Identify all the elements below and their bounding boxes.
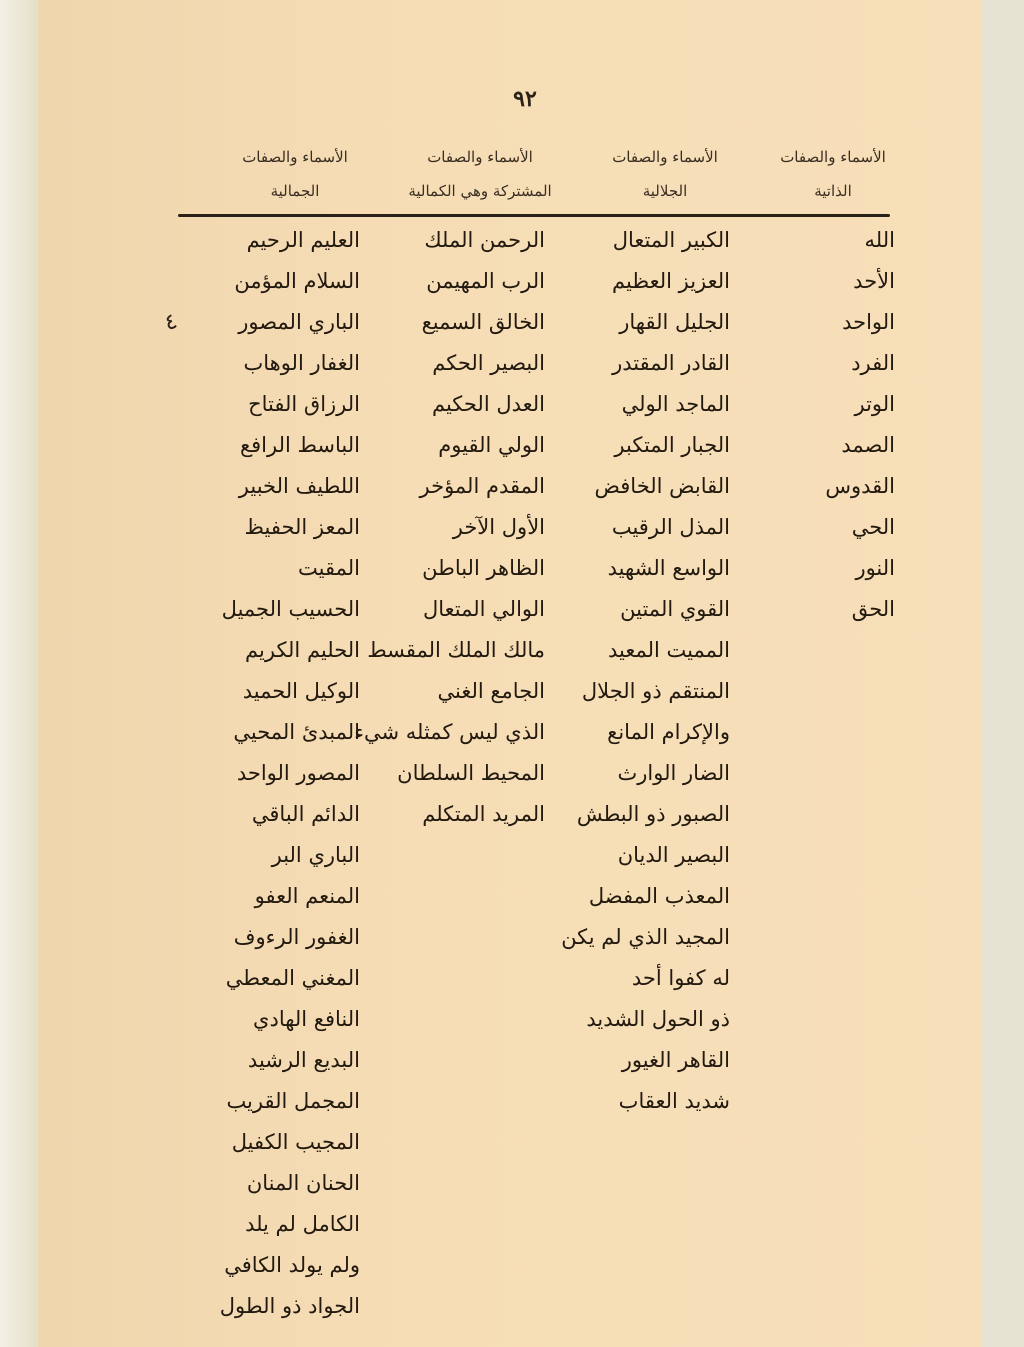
header-jamaliya [215, 140, 375, 208]
name-entry: المقيت [298, 556, 360, 580]
name-entry: القاهر الغيور [621, 1048, 730, 1072]
name-entry: المجيب الكفيل [231, 1130, 360, 1154]
name-entry: القدوس [825, 474, 895, 498]
name-entry: الباري البر [271, 843, 360, 867]
name-entry: العليم الرحيم [246, 228, 360, 252]
name-entry: ذو الحول الشديد [586, 1007, 730, 1031]
header-line2: الجلالية [642, 182, 688, 200]
name-entry: الواسع الشهيد [607, 556, 730, 580]
page-number: ٩٢ [513, 86, 537, 112]
name-entry: المبدئ المحيي [233, 720, 360, 744]
name-entry: المريد المتكلم [422, 802, 545, 826]
name-entry: الذي ليس كمثله شيء [354, 720, 545, 744]
name-entry: الجواد ذو الطول [219, 1294, 360, 1318]
name-entry: الدائم الباقي [251, 802, 360, 826]
name-entry: المصور الواحد [236, 761, 360, 785]
name-entry: المعذب المفضل [588, 884, 730, 908]
header-line1: الأسماء والصفات [612, 148, 718, 166]
name-entry: الحسيب الجميل [221, 597, 360, 621]
column-jamaliya [195, 220, 360, 1327]
header-line1: الأسماء والصفات [780, 148, 886, 166]
margin-mark: ٤ [161, 308, 181, 337]
name-entry: الرزاق الفتاح [248, 392, 360, 416]
name-entry: له كفوا أحد [631, 966, 730, 990]
name-entry: الحليم الكريم [245, 638, 360, 662]
name-entry: الأول الآخر [452, 515, 545, 539]
header-line2: الجمالية [270, 182, 320, 200]
name-entry: الرحمن الملك [424, 228, 545, 252]
column-dhatiya [790, 220, 895, 630]
name-entry: القادر المقتدر [612, 351, 730, 375]
header-line2: الذاتية [814, 182, 852, 200]
header-jalaliya [585, 140, 745, 208]
name-entry: الكامل لم يلد [245, 1212, 360, 1236]
header-line1: الأسماء والصفات [242, 148, 348, 166]
header-line1: الأسماء والصفات [427, 148, 533, 166]
name-entry: الوكيل الحميد [242, 679, 360, 703]
name-entry: المذل الرقيب [611, 515, 730, 539]
name-entry: الكبير المتعال [612, 228, 730, 252]
name-entry: المقدم المؤخر [419, 474, 545, 498]
name-entry: المغني المعطي [225, 966, 360, 990]
header-mushtaraka [380, 140, 580, 208]
column-mushtaraka [354, 220, 545, 835]
name-entry: النور [855, 556, 895, 580]
column-jalaliya [560, 220, 730, 1122]
name-entry: المجمل القريب [226, 1089, 360, 1113]
name-entry: الظاهر الباطن [422, 556, 545, 580]
name-entry: المعز الحفيظ [244, 515, 360, 539]
name-entry: الغفور الرءوف [233, 925, 360, 949]
name-entry: الولي القيوم [438, 433, 545, 457]
name-entry: الجليل القهار [619, 310, 730, 334]
name-entry: المحيط السلطان [397, 761, 545, 785]
name-entry: شديد العقاب [618, 1089, 730, 1113]
name-entry: الخالق السميع [421, 310, 545, 334]
name-entry: الوالي المتعال [423, 597, 545, 621]
name-entry: القابض الخافض [594, 474, 730, 498]
name-entry: القوي المتين [620, 597, 730, 621]
header-dhatiya [758, 140, 908, 208]
name-entry: البصير الحكم [432, 351, 545, 375]
name-entry: الصبور ذو البطش [576, 802, 730, 826]
name-entry: الضار الوارث [617, 761, 730, 785]
name-entry: الجبار المتكبر [614, 433, 730, 457]
name-entry: العزيز العظيم [612, 269, 730, 293]
scan-background-left [0, 0, 38, 1347]
name-entry: الحق [851, 597, 895, 621]
name-entry: المميت المعيد [607, 638, 730, 662]
name-entry: الغفار الوهاب [243, 351, 360, 375]
name-entry: والإكرام المانع [607, 720, 730, 744]
name-entry: الحي [851, 515, 895, 539]
name-entry: اللطيف الخبير [238, 474, 360, 498]
name-entry: المنعم العفو [254, 884, 360, 908]
name-entry: الفرد [851, 351, 895, 375]
name-entry: البصير الديان [617, 843, 730, 867]
name-entry: البديع الرشيد [247, 1048, 360, 1072]
name-entry: السلام المؤمن [234, 269, 360, 293]
name-entry: مالك الملك المقسط [367, 638, 545, 662]
name-entry: المجيد الذي لم يكن [561, 925, 730, 949]
header-divider [178, 214, 890, 217]
name-entry: الباسط الرافع [239, 433, 360, 457]
name-entry: الواحد [842, 310, 895, 334]
name-entry: المنتقم ذو الجلال [581, 679, 730, 703]
scan-background-right [981, 0, 1024, 1347]
name-entry: الصمد [841, 433, 895, 457]
name-entry: الأحد [853, 269, 895, 293]
name-entry: الماجد الولي [621, 392, 730, 416]
name-entry: الحنان المنان [246, 1171, 360, 1195]
name-entry: العدل الحكيم [431, 392, 545, 416]
name-entry: الوتر [854, 392, 895, 416]
name-entry: الله [864, 228, 895, 252]
header-line2: المشتركة وهي الكمالية [408, 182, 552, 200]
name-entry: النافع الهادي [253, 1007, 360, 1031]
name-entry: ولم يولد الكافي [224, 1253, 360, 1277]
name-entry: الباري المصور [238, 310, 360, 334]
name-entry: الرب المهيمن [426, 269, 545, 293]
name-entry: الجامع الغني [437, 679, 545, 703]
